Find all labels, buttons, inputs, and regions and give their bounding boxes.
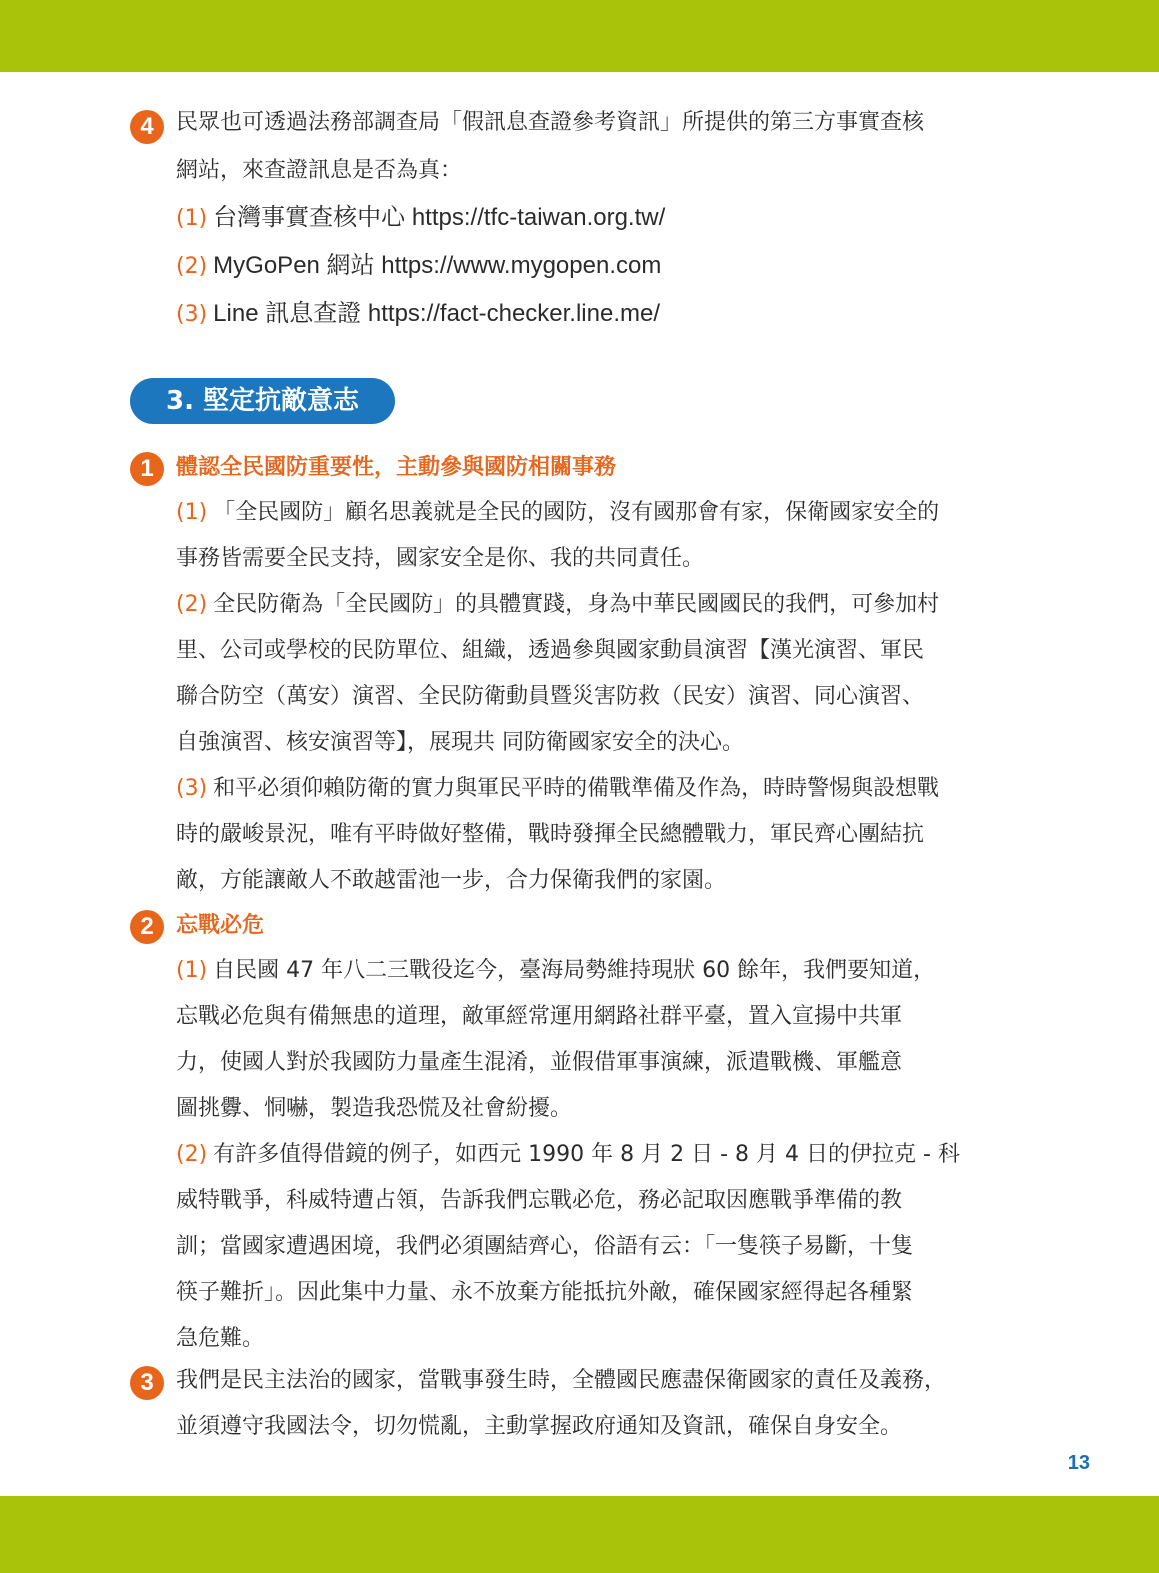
point-1-p2-line-1: [176, 582, 1026, 628]
site-3-number: (3): [176, 302, 208, 327]
point-1-p1-text-1: 「全民國防」顧名思義就是全民的國防，沒有國那會有家，保衛國家安全的: [213, 500, 940, 525]
point-2-p1-number: (1): [176, 958, 208, 983]
site-1-number: (1): [176, 206, 208, 231]
item-4-line-2: 網站，來查證訊息是否為真：: [176, 158, 463, 183]
point-1-p2-number: (2): [176, 592, 208, 617]
point-2-p2-line-5: 急危難。: [176, 1326, 265, 1351]
site-3-text: Line 訊息查證 https://fact-checker.line.me/: [213, 300, 661, 327]
point-2-p1-text-1: 自民國 47 年八二三戰役迄今，臺海局勢維持現狀 60 餘年，我們要知道，: [213, 958, 936, 983]
item-4-line-1: 民眾也可透過法務部調查局「假訊息查證參考資訊」所提供的第三方事實查核: [176, 110, 925, 135]
point-2-p1-line-2: 忘戰必危與有備無患的道理，敵軍經常運用網路社群平臺，置入宣揚中共軍: [176, 1004, 903, 1029]
point-3-line-2: 並須遵守我國法令，切勿慌亂，主動掌握政府通知及資訊，確保自身安全。: [176, 1414, 903, 1439]
point-1-p1-line-2: 事務皆需要全民支持，國家安全是你、我的共同責任。: [176, 546, 705, 571]
point-2-p2-number: (2): [176, 1142, 208, 1167]
point-1-p2-line-4: 自強演習、核安演習等】，展現共 同防衛國家安全的決心。: [176, 730, 744, 755]
site-2-number: (2): [176, 254, 208, 279]
point-1-p3-line-1: [176, 766, 1026, 812]
point-2-p1-line-3: 力，使國人對於我國防力量產生混淆，並假借軍事演練，派遣戰機、軍艦意: [176, 1050, 903, 1075]
point-1-heading: 體認全民國防重要性，主動參與國防相關事務: [176, 455, 617, 480]
point-2-p1-line-1: [176, 948, 1026, 994]
point-1-p3-text-1: 和平必須仰賴防衛的實力與軍民平時的備戰準備及作為，時時警惕與設想戰: [213, 776, 940, 801]
point-1-p3-number: (3): [176, 776, 208, 801]
point-3-badge: 3: [130, 1366, 164, 1400]
section-title: 3. 堅定抗敵意志: [130, 378, 395, 424]
top-color-band: [0, 0, 1159, 72]
page-number: 13: [1067, 1452, 1090, 1474]
point-2-p2-line-4: 筷子難折」。因此集中力量、永不放棄方能抵抗外敵，確保國家經得起各種緊: [176, 1280, 914, 1305]
point-3-line-1: 我們是民主法治的國家，當戰事發生時，全體國民應盡保衛國家的責任及義務，: [176, 1368, 947, 1393]
point-1-p2-line-3: 聯合防空（萬安）演習、全民防衛動員暨災害防救（民安）演習、同心演習、: [176, 684, 925, 709]
item-4-badge: 4: [130, 110, 164, 144]
point-2-p2-line-1: [176, 1132, 1026, 1178]
site-3: [176, 291, 1026, 337]
point-1-badge: 1: [130, 452, 164, 486]
point-2-p2-line-3: 訓；當國家遭遇困境，我們必須團結齊心，俗語有云：「一隻筷子易斷，十隻: [176, 1234, 914, 1259]
point-2-p2-line-2: 威特戰爭，科威特遭占領，告訴我們忘戰必危，務必記取因應戰爭準備的教: [176, 1188, 903, 1213]
site-1: [176, 195, 1026, 241]
site-2-text: MyGoPen 網站 https://www.mygopen.com: [213, 252, 662, 279]
site-1-text: 台灣事實查核中心 https://tfc-taiwan.org.tw/: [213, 204, 666, 231]
point-1-p2-line-2: 里、公司或學校的民防單位、組織，透過參與國家動員演習【漢光演習、軍民: [176, 638, 925, 663]
point-1-p2-text-1: 全民防衛為「全民國防」的具體實踐，身為中華民國國民的我們，可參加村: [213, 592, 940, 617]
point-2-badge: 2: [130, 910, 164, 944]
point-1-p1-line-1: [176, 490, 1026, 536]
bottom-color-band: [0, 1496, 1159, 1573]
site-2: [176, 243, 1026, 289]
point-2-p2-text-1: 有許多值得借鏡的例子，如西元 1990 年 8 月 2 日 - 8 月 4 日的伊拉克 - 科: [213, 1142, 960, 1167]
point-1-p3-line-3: 敵，方能讓敵人不敢越雷池一步，合力保衛我們的家園。: [176, 868, 727, 893]
point-1-p3-line-2: 時的嚴峻景況，唯有平時做好整備，戰時發揮全民總體戰力，軍民齊心團結抗: [176, 822, 925, 847]
point-2-p1-line-4: 圖挑釁、恫嚇，製造我恐慌及社會紛擾。: [176, 1096, 573, 1121]
point-2-heading: 忘戰必危: [176, 913, 265, 938]
point-1-p1-number: (1): [176, 500, 208, 525]
